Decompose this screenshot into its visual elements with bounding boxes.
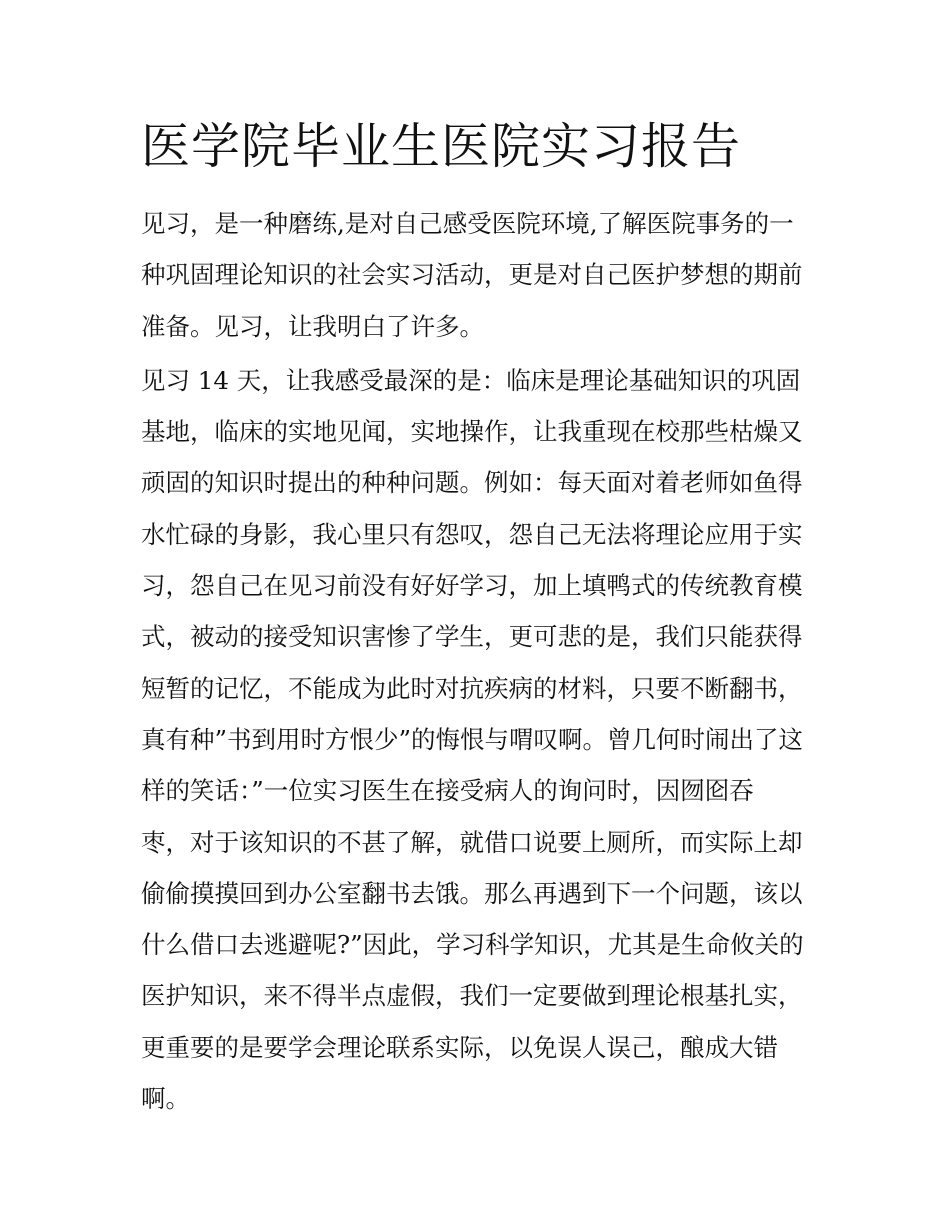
paragraph-line: 见习，是一种磨练,是对自己感受医院环境,了解医院事务的一	[141, 209, 794, 238]
paragraph-line: 枣，对于该知识的不甚了解，就借口说要上厕所，而实际上却	[141, 827, 803, 857]
paragraph-line: 什么借口去逃避呢?”因此，学习科学知识，尤其是生命攸关的	[141, 930, 804, 960]
paragraph-line: 更重要的是要学会理论联系实际，以免误人误己，酿成大错	[141, 1032, 778, 1062]
paragraph-line: 医护知识，来不得半点虚假，我们一定要做到理论根基扎实，	[141, 981, 803, 1011]
paragraph-line: 真有种”书到用时方恨少”的悔恨与喟叹啊。曾几何时闹出了这	[141, 724, 804, 754]
document-title: 医学院毕业生医院实习报告	[141, 118, 742, 175]
paragraph-line: 种巩固理论知识的社会实习活动，更是对自己医护梦想的期前	[141, 260, 803, 290]
paragraph-line: 水忙碌的身影，我心里只有怨叹，怨自己无法将理论应用于实	[141, 519, 803, 549]
paragraph-main	[141, 355, 813, 1124]
paragraph-line: 见习 14 天，让我感受最深的是：临床是理论基础知识的巩固	[141, 365, 801, 395]
paragraph-line: 短暂的记忆，不能成为此时对抗疾病的材料，只要不断翻书，	[141, 673, 803, 703]
paragraph-line: 准备。见习，让我明白了许多。	[141, 311, 484, 341]
paragraph-line: 啊。	[141, 1084, 190, 1114]
paragraph-intro	[141, 198, 813, 352]
paragraph-line: 习，怨自己在见习前没有好好学习，加上填鸭式的传统教育模	[141, 571, 803, 601]
paragraph-line: 样的笑话：”一位实习医生在接受病人的询问时，因囫囵吞	[141, 776, 754, 806]
paragraph-line: 顽固的知识时提出的种种问题。例如：每天面对着老师如鱼得	[141, 468, 803, 498]
paragraph-line: 式，被动的接受知识害惨了学生，更可悲的是，我们只能获得	[141, 622, 803, 652]
paragraph-line: 基地，临床的实地见闻，实地操作，让我重现在校那些枯燥又	[141, 417, 803, 447]
paragraph-line: 偷偷摸摸回到办公室翻书去饿。那么再遇到下一个问题，该以	[141, 878, 803, 908]
document-body	[141, 112, 813, 1124]
